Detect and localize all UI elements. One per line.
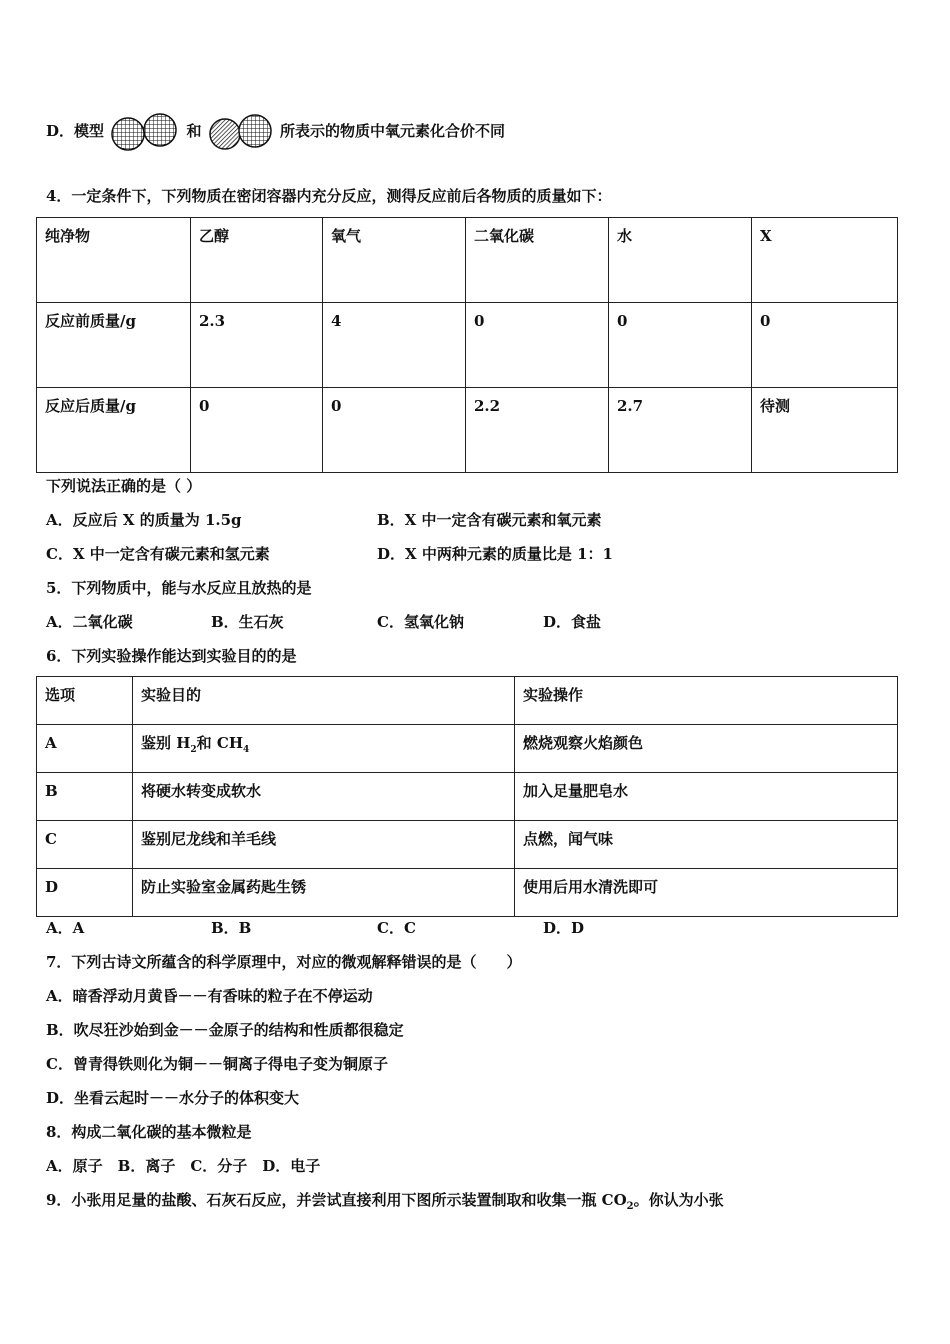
purpose-text: 鉴别 H [141, 734, 191, 752]
q3-option-d [46, 112, 505, 152]
table-cell: 选项 [37, 677, 133, 725]
subscript: 4 [243, 745, 250, 755]
table-cell: 使用后用水清洗即可 [515, 869, 898, 917]
table-cell: X [752, 218, 898, 303]
q4-option-d: D．X 中两种元素的质量比是 1：1 [377, 545, 613, 563]
q8-stem: 8．构成二氧化碳的基本微粒是 [46, 1123, 252, 1141]
q9-stem [46, 1190, 724, 1217]
table-cell [133, 725, 515, 773]
q3d-and: 和 [186, 122, 202, 140]
purpose-text: 和 CH [196, 734, 244, 752]
table-cell: A [37, 725, 133, 773]
q5-stem: 5．下列物质中，能与水反应且放热的是 [46, 579, 312, 597]
q6-option-c: C．C [377, 919, 416, 937]
table-cell: 0 [323, 388, 466, 473]
table-cell: 0 [191, 388, 323, 473]
q3d-suffix: 所表示的物质中氧元素化合价不同 [279, 122, 505, 140]
q6-option-a: A．A [46, 919, 85, 937]
table-row [37, 725, 898, 773]
table-cell: 0 [466, 303, 609, 388]
table-cell: 4 [323, 303, 466, 388]
subscript: 2 [190, 745, 197, 755]
table-cell: 二氧化碳 [466, 218, 609, 303]
q7-option-d: D．坐看云起时－－水分子的体积变大 [46, 1089, 300, 1107]
table-cell: 实验目的 [133, 677, 515, 725]
q3d-prefix: D．模型 [46, 122, 105, 140]
q5-option-d: D．食盐 [543, 613, 602, 631]
q4-question: 下列说法正确的是（ ） [46, 477, 202, 495]
q7-option-c: C．曾青得铁则化为铜－－铜离子得电子变为铜原子 [46, 1055, 388, 1073]
table-cell: 纯净物 [37, 218, 191, 303]
table-cell: 0 [752, 303, 898, 388]
table-cell: 氧气 [323, 218, 466, 303]
q7-option-a: A．暗香浮动月黄昏－－有香味的粒子在不停运动 [46, 987, 373, 1005]
q7-option-b: B．吹尽狂沙始到金－－金原子的结构和性质都很稳定 [46, 1021, 404, 1039]
table-cell: 燃烧观察火焰颜色 [515, 725, 898, 773]
q9-stem-prefix: 9．小张用足量的盐酸、石灰石反应，并尝试直接利用下图所示装置制取和收集一瓶 CO [46, 1191, 627, 1209]
table-cell: 2.3 [191, 303, 323, 388]
molecule-model-1-icon [109, 112, 181, 152]
q5-option-b: B．生石灰 [211, 613, 284, 631]
q6-experiment-table [36, 676, 898, 917]
q6-option-b: B．B [211, 919, 252, 937]
table-cell: C [37, 821, 133, 869]
q4-stem: 4．一定条件下，下列物质在密闭容器内充分反应，测得反应前后各物质的质量如下： [46, 187, 612, 205]
table-cell: 加入足量肥皂水 [515, 773, 898, 821]
table-cell: B [37, 773, 133, 821]
table-cell: 水 [609, 218, 752, 303]
table-row [37, 821, 898, 869]
table-cell: 0 [609, 303, 752, 388]
table-cell: 2.2 [466, 388, 609, 473]
q4-option-b: B．X 中一定含有碳元素和氧元素 [377, 511, 602, 529]
q5-option-a: A．二氧化碳 [46, 613, 133, 631]
table-row [37, 773, 898, 821]
table-cell: D [37, 869, 133, 917]
table-row [37, 388, 898, 473]
table-row [37, 677, 898, 725]
q7-stem: 7．下列古诗文所蕴含的科学原理中，对应的微观解释错误的是（ ） [46, 953, 522, 971]
table-row [37, 869, 898, 917]
q8-options: A．原子 B．离子 C．分子 D．电子 [46, 1157, 321, 1175]
q4-option-c: C．X 中一定含有碳元素和氢元素 [46, 545, 270, 563]
q6-option-d: D．D [543, 919, 585, 937]
table-cell: 待测 [752, 388, 898, 473]
q6-stem: 6．下列实验操作能达到实验目的的是 [46, 647, 297, 665]
table-cell: 反应后质量/g [37, 388, 191, 473]
table-cell: 点燃，闻气味 [515, 821, 898, 869]
table-cell: 2.7 [609, 388, 752, 473]
subscript: 2 [626, 1201, 634, 1212]
q5-option-c: C．氢氧化钠 [377, 613, 464, 631]
q4-option-a: A．反应后 X 的质量为 1.5g [46, 511, 242, 529]
table-cell: 防止实验室金属药匙生锈 [133, 869, 515, 917]
table-row [37, 218, 898, 303]
q9-stem-suffix: 。你认为小张 [633, 1191, 724, 1209]
table-cell: 鉴别尼龙线和羊毛线 [133, 821, 515, 869]
table-cell: 实验操作 [515, 677, 898, 725]
q4-mass-table [36, 217, 898, 473]
table-cell: 反应前质量/g [37, 303, 191, 388]
table-cell: 将硬水转变成软水 [133, 773, 515, 821]
molecule-model-2-icon [207, 112, 275, 152]
table-row [37, 303, 898, 388]
table-cell: 乙醇 [191, 218, 323, 303]
